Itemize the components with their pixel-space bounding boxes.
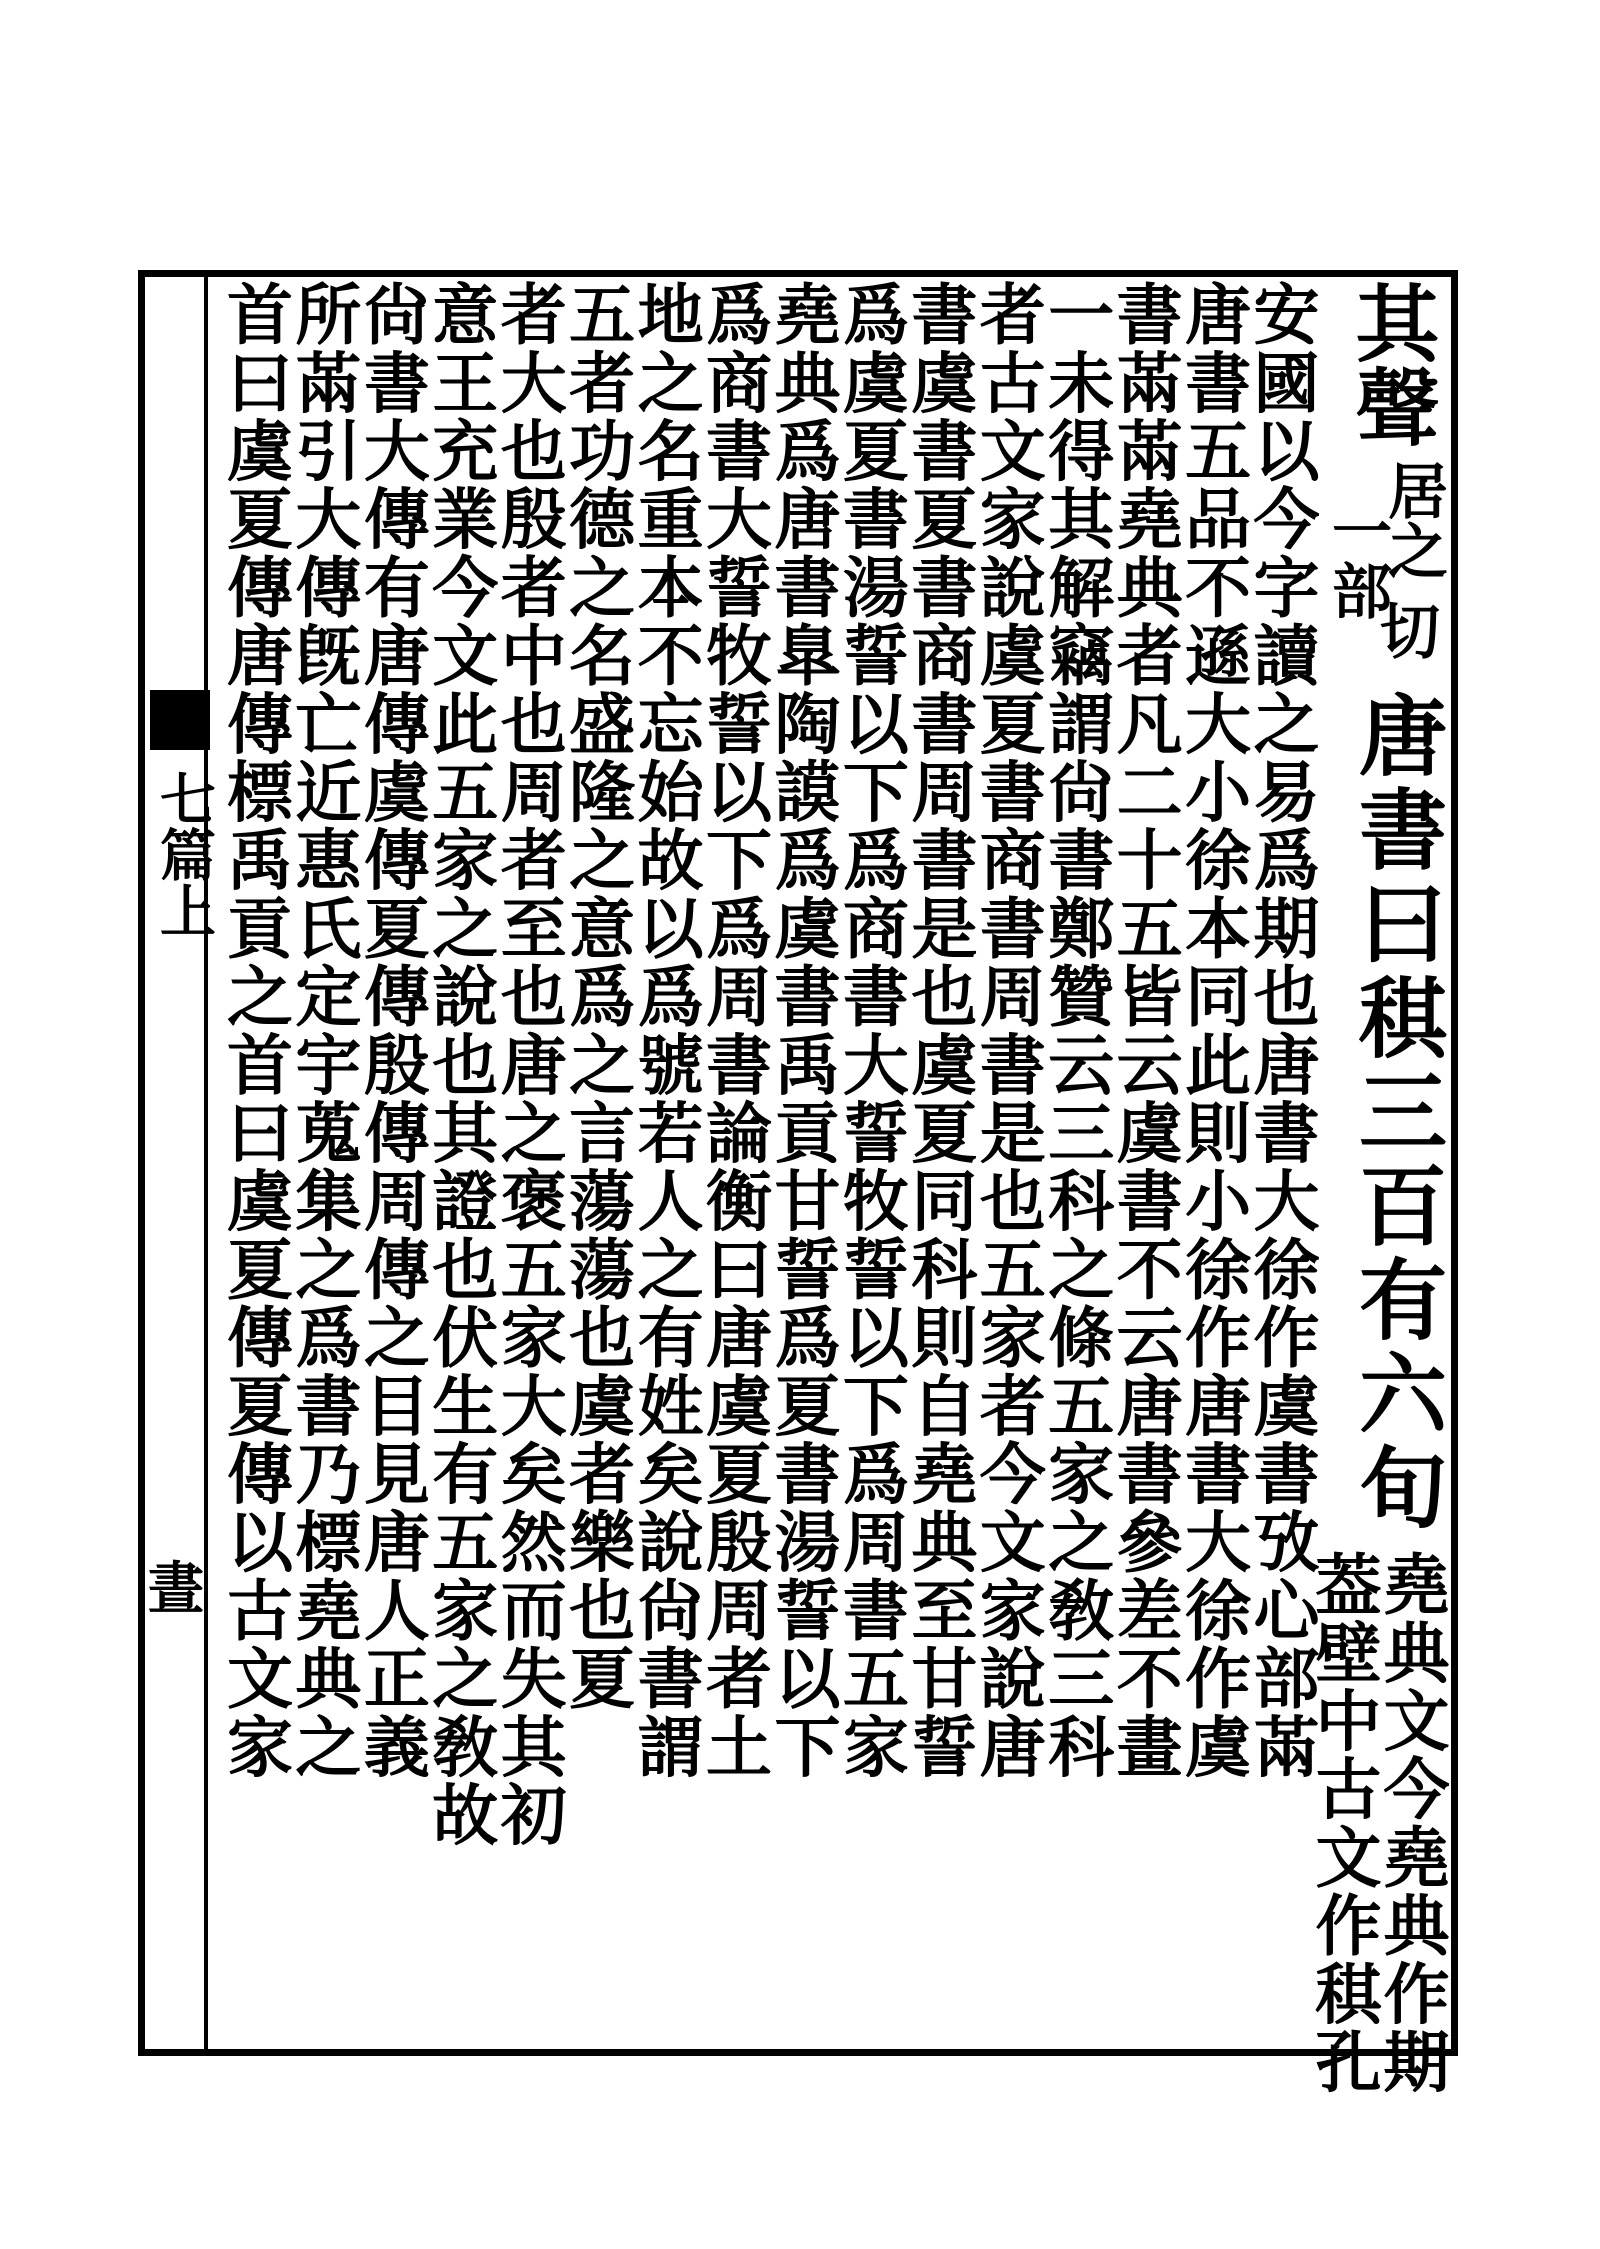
fold-page-number: 晝 xyxy=(148,1556,204,1622)
text-column: 地之名重本不忘始故以爲號若人之有姓矣說尙書謂 xyxy=(626,280,705,1781)
head-note-left: 一部 xyxy=(1322,500,1392,620)
heading-column xyxy=(1304,280,1450,2096)
head-note-tail: 切 xyxy=(1370,600,1440,660)
text-column: 爲商書大誓牧誓以下爲周書論衡曰唐虞夏殷周者土 xyxy=(694,280,773,1781)
fold-margin-line xyxy=(204,270,208,2056)
text-body xyxy=(215,280,1450,2096)
text-column: 安國以今字讀之易爲期也唐書大徐作虞書攷心部㒼 xyxy=(1242,280,1320,1781)
text-column: 意王充業今文此五家之說也其證也伏生有五家之敎故 xyxy=(420,280,499,1849)
text-column: 尙書大傳有唐傳虞傳夏傳殷傳周傳之目見唐人正義 xyxy=(352,280,431,1781)
fold-black-mark xyxy=(150,690,210,750)
text-column: 所㒼引大傳旣亡近惠氏定宇蒐集之爲書乃標堯典之 xyxy=(283,280,362,1781)
text-column: 五者功德之名盛隆之意爲之言蕩蕩也虞者樂也夏 xyxy=(557,280,636,1713)
text-column: 書㒼㒼堯典者凡二十五皆云虞書不云唐書參差不畫 xyxy=(1105,280,1184,1781)
quotation-note-left: 葢壁中古文作稘孔 xyxy=(1304,1550,1382,2096)
fold-chapter-title: 七篇上 xyxy=(151,770,217,938)
text-column: 唐書五品不遜大小徐本同此則小徐作唐書大徐作虞 xyxy=(1173,280,1252,1781)
head-note-right: 居之 xyxy=(1378,460,1448,580)
text-column: 首曰虞夏傳唐傳標禹貢之首曰虞夏傳夏傳以古文家 xyxy=(215,280,294,1781)
quotation-note-right: 堯典文今堯典作期 xyxy=(1372,1550,1450,2096)
entry-quotation: 唐書曰稘三百有六旬 xyxy=(1345,690,1449,1536)
text-column: 書虞書夏書商書周書是也虞夏同科則自堯典至甘誓 xyxy=(899,280,978,1781)
text-column: 者古文家說虞夏書商書周書是也五家者今文家說唐 xyxy=(968,280,1047,1781)
text-column: 一未得其解竊謂尙書鄭贊云三科之條五家之敎三科 xyxy=(1036,280,1115,1781)
text-column: 堯典爲唐書臯陶謨爲虞書禹貢甘誓爲夏書湯誓以下 xyxy=(762,280,841,1781)
text-column: 爲虞夏書湯誓以下爲商書大誓牧誓以下爲周書五家 xyxy=(831,280,910,1781)
text-column: 者大也殷者中也周者至也唐之褒五家大矣然而失其初 xyxy=(489,280,568,1849)
head-character: 其聲 xyxy=(1342,280,1441,448)
